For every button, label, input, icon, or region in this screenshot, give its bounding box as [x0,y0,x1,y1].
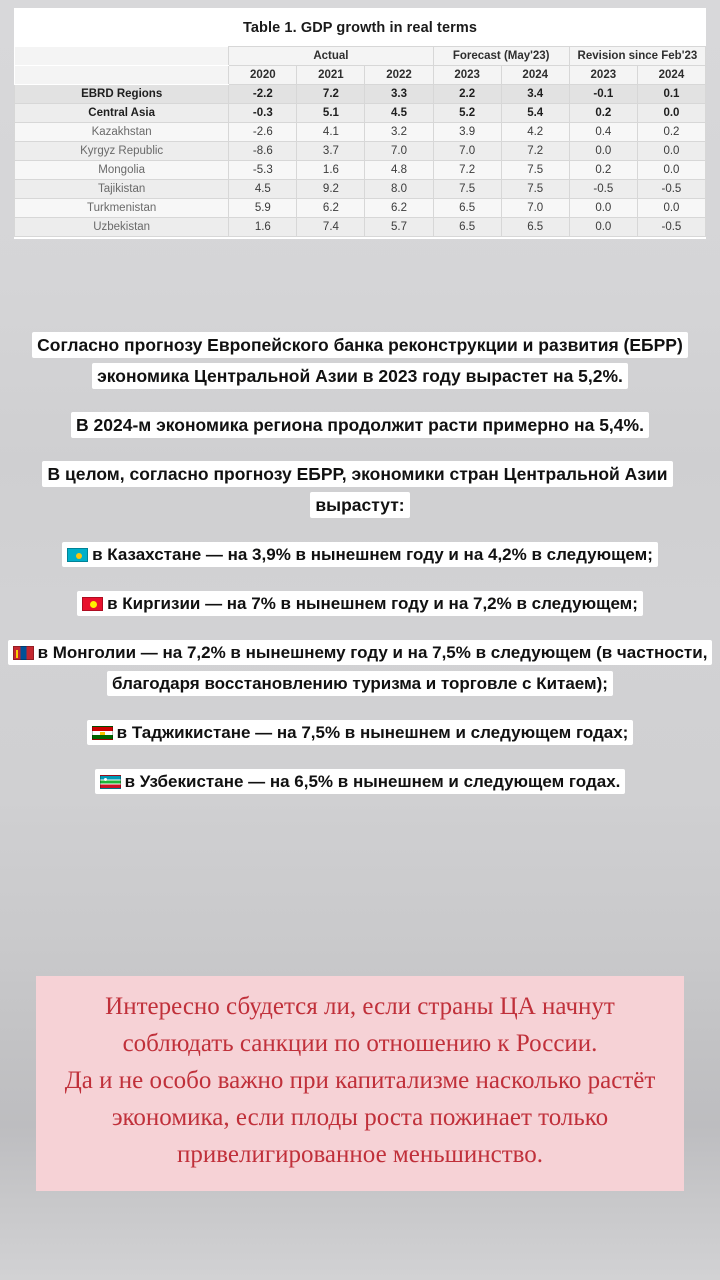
list-item-kazakhstan [0,539,720,570]
col-header-2024-revision: 2024 [637,66,705,85]
group-header-actual: Actual [229,47,433,66]
group-header-revision: Revision since Feb'23 [569,47,705,66]
commentary-box [36,976,684,1191]
row-cell: 4.5 [229,180,297,199]
row-cell: 3.9 [433,123,501,142]
paragraph-intro-list [0,459,720,521]
row-label: Kazakhstan [15,123,229,142]
col-header-2023-revision: 2023 [569,66,637,85]
row-cell: 7.5 [501,180,569,199]
row-label: Central Asia [15,104,229,123]
row-cell: -0.5 [637,218,705,237]
row-cell: 0.0 [569,199,637,218]
row-cell: 0.2 [637,123,705,142]
group-header-forecast: Forecast (May'23) [433,47,569,66]
row-cell: 0.2 [569,161,637,180]
row-cell: 0.0 [637,199,705,218]
row-cell: 0.0 [637,104,705,123]
row-cell: 9.2 [297,180,365,199]
row-cell: -8.6 [229,142,297,161]
row-cell: 0.4 [569,123,637,142]
row-cell: 6.2 [297,199,365,218]
list-item-text: в Таджикистане — на 7,5% в нынешнем и следующем годах; [116,723,629,742]
row-cell: 7.5 [501,161,569,180]
row-cell: 2.2 [433,85,501,104]
gdp-table-card [14,8,706,239]
list-item-text: в Узбекистане — на 6,5% в нынешнем и следующем годах. [124,772,621,791]
row-cell: 4.1 [297,123,365,142]
row-cell: 0.0 [637,142,705,161]
row-cell: 4.2 [501,123,569,142]
list-item-uzbekistan [0,766,720,797]
row-cell: 7.0 [433,142,501,161]
row-cell: 3.2 [365,123,433,142]
row-cell: -0.5 [637,180,705,199]
tajikistan-flag-icon [92,726,113,740]
commentary-line-2: Да и не особо важно при капитализме насколько растёт экономика, если плоды роста пожинает только привелигированное меньшинство. [64,1067,656,1168]
paragraph-text: В 2024-м экономика региона продолжит расти примерно на 5,4%. [71,412,649,438]
row-cell: 7.5 [433,180,501,199]
list-item-text: в Монголии — на 7,2% в нынешнему году и на 7,5% в следующем (в частности, благодаря восстановлению туризма и торговле с Китаем); [37,643,708,693]
table-row [15,104,706,123]
row-cell: 7.0 [501,199,569,218]
uzbekistan-flag-icon [100,775,121,789]
mongolia-flag-icon [13,646,34,660]
row-cell: 6.5 [501,218,569,237]
gdp-table [14,46,706,237]
table-row [15,142,706,161]
table-row [15,199,706,218]
table-group-header-row [15,47,706,66]
table-row [15,180,706,199]
row-cell: 5.2 [433,104,501,123]
row-cell: 3.3 [365,85,433,104]
paragraph-text: В целом, согласно прогнозу ЕБРР, экономики стран Центральной Азии вырастут: [42,461,672,518]
col-header-blank [15,66,229,85]
col-header-2024-forecast: 2024 [501,66,569,85]
col-header-2023-forecast: 2023 [433,66,501,85]
row-cell: 4.8 [365,161,433,180]
row-cell: 0.2 [569,104,637,123]
row-cell: 6.5 [433,199,501,218]
row-cell: 8.0 [365,180,433,199]
list-item-tajikistan [0,717,720,748]
table-row [15,123,706,142]
row-label: Turkmenistan [15,199,229,218]
row-cell: 0.0 [569,218,637,237]
row-cell: 3.7 [297,142,365,161]
table-row [15,85,706,104]
row-label: Mongolia [15,161,229,180]
row-cell: 7.0 [365,142,433,161]
row-cell: -0.1 [569,85,637,104]
table-row [15,218,706,237]
row-cell: -2.2 [229,85,297,104]
row-cell: 6.2 [365,199,433,218]
row-cell: -2.6 [229,123,297,142]
list-item-mongolia [0,637,720,699]
paragraph-forecast-2023 [0,330,720,392]
row-cell: 7.2 [297,85,365,104]
table-title: Table 1. GDP growth in real terms [242,20,478,36]
row-cell: 4.5 [365,104,433,123]
table-row [15,161,706,180]
row-cell: 5.7 [365,218,433,237]
row-label: Kyrgyz Republic [15,142,229,161]
row-cell: 7.2 [433,161,501,180]
group-header-blank [15,47,229,66]
row-cell: 0.1 [637,85,705,104]
col-header-2022-actual: 2022 [365,66,433,85]
table-column-header-row [15,66,706,85]
row-cell: -5.3 [229,161,297,180]
row-label: EBRD Regions [15,85,229,104]
row-cell: -0.3 [229,104,297,123]
row-cell: 1.6 [297,161,365,180]
row-cell: 0.0 [569,142,637,161]
col-header-2020-actual: 2020 [229,66,297,85]
col-header-2021-actual: 2021 [297,66,365,85]
list-item-kyrgyzstan [0,588,720,619]
row-cell: 0.0 [637,161,705,180]
paragraph-forecast-2024 [0,410,720,441]
kazakhstan-flag-icon [67,548,88,562]
row-cell: 7.2 [501,142,569,161]
commentary-line-1: Интересно сбудется ли, если страны ЦА начнут соблюдать санкции по отношению к России. [105,993,615,1057]
row-cell: 3.4 [501,85,569,104]
row-cell: 7.4 [297,218,365,237]
list-item-text: в Казахстане — на 3,9% в нынешнем году и на 4,2% в следующем; [92,545,653,564]
row-label: Tajikistan [15,180,229,199]
row-cell: -0.5 [569,180,637,199]
kyrgyzstan-flag-icon [82,597,103,611]
row-cell: 6.5 [433,218,501,237]
row-cell: 5.4 [501,104,569,123]
row-cell: 1.6 [229,218,297,237]
row-cell: 5.1 [297,104,365,123]
row-label: Uzbekistan [15,218,229,237]
article-body [0,330,720,815]
row-cell: 5.9 [229,199,297,218]
list-item-text: в Киргизии — на 7% в нынешнем году и на 7,2% в следующем; [107,594,638,613]
paragraph-text: Согласно прогнозу Европейского банка реконструкции и развития (ЕБРР) экономика Центральной Азии в 2023 году вырастет на 5,2%. [32,332,688,389]
